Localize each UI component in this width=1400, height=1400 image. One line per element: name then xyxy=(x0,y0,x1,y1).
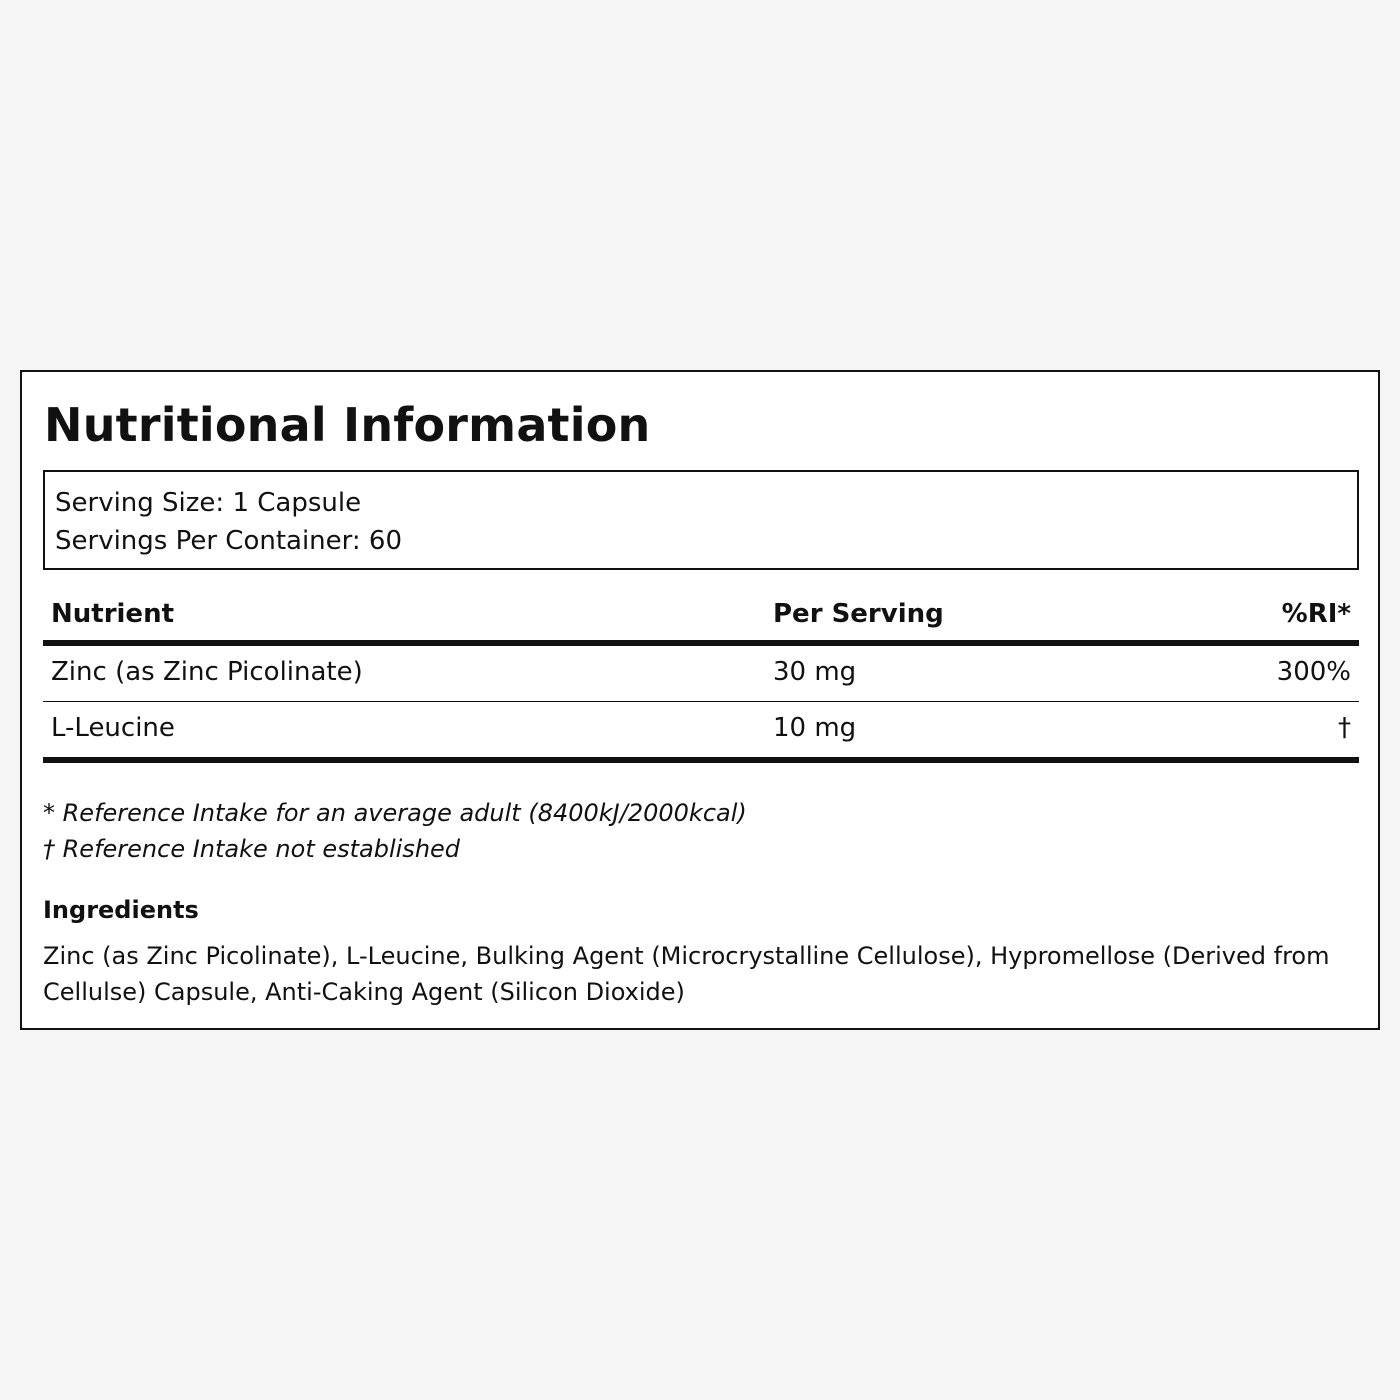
header-nutrient: Nutrient xyxy=(51,599,175,629)
table-row xyxy=(43,702,1359,763)
nutrient-name: Zinc (as Zinc Picolinate) xyxy=(51,657,363,687)
nutrient-name: L-Leucine xyxy=(51,713,175,743)
serving-size: Serving Size: 1 Capsule xyxy=(55,488,362,518)
nutrient-ri: † xyxy=(1338,713,1351,743)
table-row xyxy=(43,646,1359,702)
ingredients-text: Zinc (as Zinc Picolinate), L-Leucine, Bulking Agent (Microcrystalline Cellulose), Hypromellose (Derived from Cellulse) Capsule, Anti-Caking Agent (Silicon Dioxide) xyxy=(43,942,1330,1006)
nutrient-ri: 300% xyxy=(1276,657,1351,687)
header-per-serving: Per Serving xyxy=(773,599,944,629)
label-title: Nutritional Information xyxy=(44,398,651,452)
nutrient-amount: 30 mg xyxy=(773,657,857,687)
header-ri: %RI* xyxy=(1281,599,1351,629)
ingredients-heading: Ingredients xyxy=(43,896,199,924)
servings-per-container: Servings Per Container: 60 xyxy=(55,526,403,556)
nutrient-amount: 10 mg xyxy=(773,713,857,743)
nutrient-table xyxy=(43,592,1359,763)
table-header-row xyxy=(43,592,1359,646)
footnote-reference-intake: * Reference Intake for an average adult (8400kJ/2000kcal) xyxy=(43,799,747,827)
footnote-not-established: † Reference Intake not established xyxy=(43,835,461,863)
serving-info-box xyxy=(43,470,1359,570)
nutrition-label-panel xyxy=(20,370,1380,1030)
